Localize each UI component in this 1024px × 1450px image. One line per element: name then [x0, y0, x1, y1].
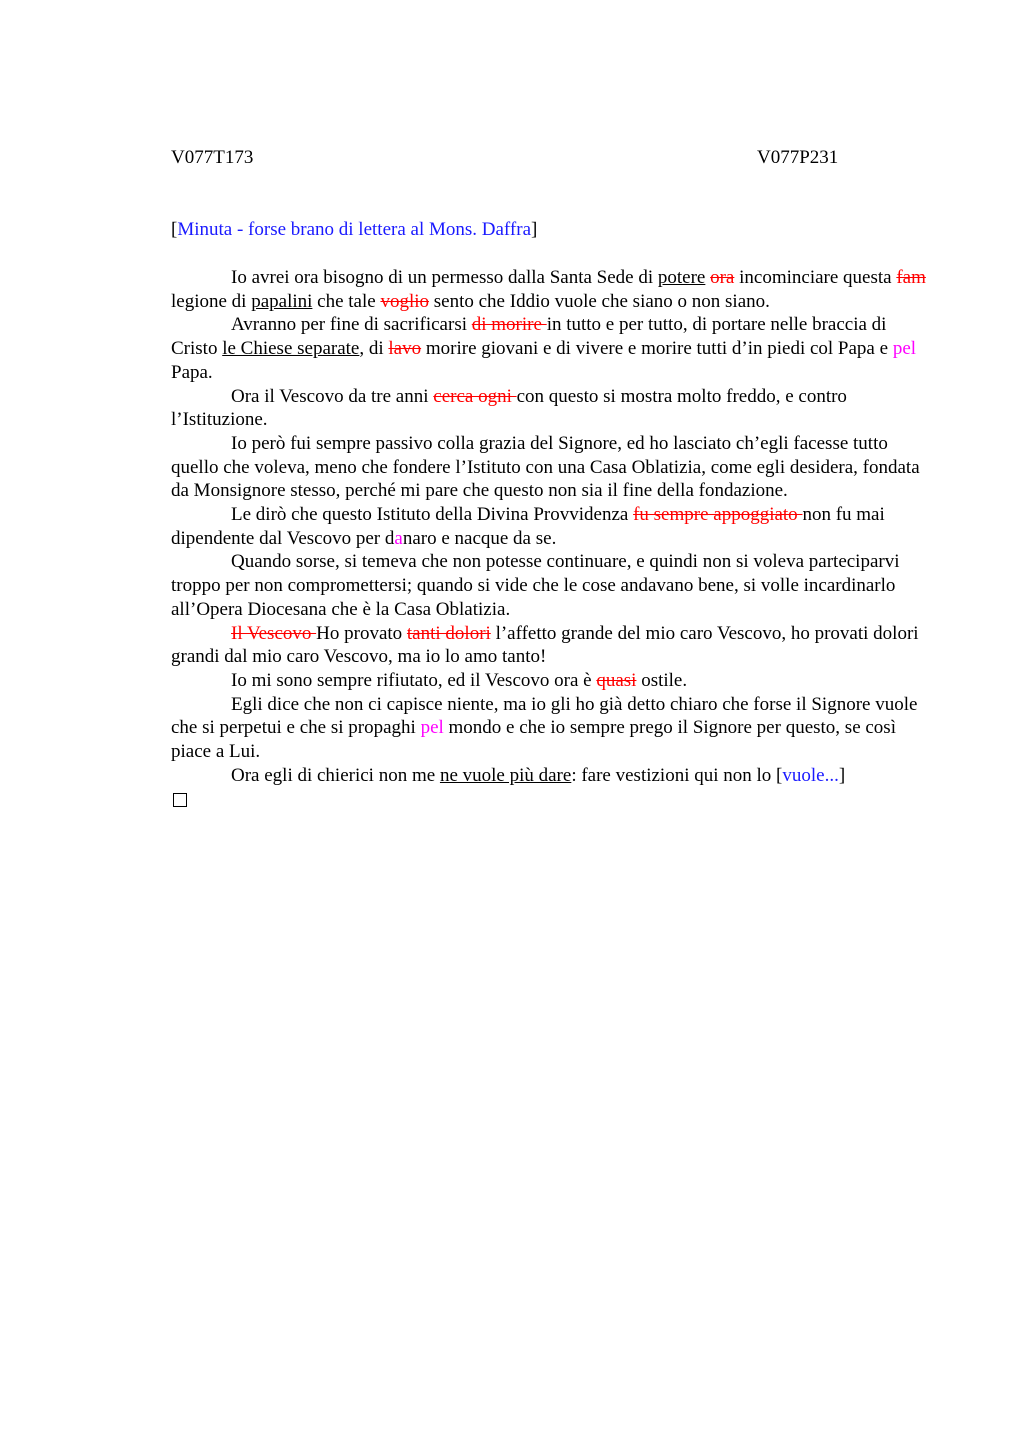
text-run: naro e nacque da se. — [402, 527, 557, 549]
paragraph-8 — [171, 669, 931, 693]
header-left-code: V077T173 — [171, 147, 254, 168]
deleted-text: di morire — [471, 314, 547, 336]
inserted-text: a — [394, 527, 403, 549]
document-page — [171, 146, 931, 807]
text-run: Egli dice che non ci capisce niente, ma io gli ho già detto chiaro che forse il Signore vuole che si perpetui e che si propaghi — [171, 693, 918, 739]
text-run: morire giovani e di vivere e morire tutti d’in piedi col Papa e — [421, 338, 893, 360]
paragraph-1 — [171, 266, 931, 313]
paragraph-10 — [171, 764, 931, 788]
text-run: ostile. — [636, 669, 688, 691]
text-run: Quando sorse, si temeva che non potesse continuare, e quindi non si voleva parteciparvi troppo per non compromettersi; quando si vide che le cose andavano bene, si volle incardinarlo all’Opera Diocesana che è la Casa Oblatizia. — [171, 551, 900, 620]
text-run: Ora egli di chierici non me — [231, 764, 440, 786]
text-run: Papa. — [171, 361, 213, 383]
underlined-text: papalini — [251, 290, 313, 312]
editorial-close-bracket: ] — [838, 764, 846, 786]
deleted-text: tanti dolori — [406, 622, 491, 644]
paragraph-9 — [171, 693, 931, 764]
text-run: : fare vestizioni qui non lo — [571, 764, 777, 786]
text-run: mondo e che io sempre prego il Signore per questo, se così piace a Lui. — [171, 717, 896, 763]
text-run: Ora il Vescovo da tre anni — [231, 385, 434, 407]
document-title — [171, 218, 931, 242]
text-run: non fu mai dipendente dal Vescovo per d — [171, 504, 885, 549]
text-run: , di — [359, 338, 389, 360]
title-text: Minuta - forse brano di lettera al Mons. Daffra — [177, 219, 531, 240]
text-run: Io avrei ora bisogno di un permesso dalla Santa Sede di — [231, 267, 658, 288]
deleted-text: fam — [896, 267, 926, 288]
text-run: legione di — [171, 290, 252, 312]
text-run: sento che Iddio vuole che siano o non siano. — [429, 290, 770, 312]
paragraph-2 — [171, 313, 931, 384]
inserted-text: pel — [420, 717, 444, 739]
underlined-text: ne vuole più dare — [439, 764, 572, 786]
paragraph-3 — [171, 385, 931, 432]
paragraph-7 — [171, 622, 931, 669]
text-run: in tutto e per tutto, di portare nelle braccia di Cristo — [171, 314, 887, 360]
title-close-bracket: ] — [531, 219, 538, 240]
text-run: Le dirò che questo Istituto della Divina Provvidenza — [231, 504, 634, 526]
text-run: Io però fui sempre passivo colla grazia del Signore, ed ho lasciato ch’egli facesse tutto quello che voleva, meno che fondere l’Istituto con una Casa Oblatizia, come egli desidera, fondata da Monsignore stesso, perché mi pare che questo non sia il fine della fondazione. — [171, 432, 920, 502]
text-run: con questo si mostra molto freddo, e contro l’Istituzione. — [171, 385, 847, 431]
deleted-text: quasi — [596, 669, 637, 691]
paragraph-6 — [171, 550, 931, 621]
deleted-text: fu sempre appoggiato — [633, 504, 803, 526]
underlined-text: le Chiese separate — [222, 338, 360, 360]
deleted-text: ora — [710, 267, 735, 288]
text-run: Avranno per fine di sacrificarsi — [231, 314, 472, 336]
paragraph-5 — [171, 503, 931, 550]
text-run: che tale — [312, 290, 381, 312]
text-run: Ho provato — [316, 622, 407, 644]
document-header — [171, 146, 931, 170]
text-run: incominciare questa — [734, 267, 897, 288]
title-open-bracket: [ — [171, 219, 178, 240]
deleted-text: lavo — [388, 338, 422, 360]
inserted-text: pel — [892, 338, 917, 360]
deleted-text: cerca ogni — [433, 385, 517, 407]
document-body — [171, 266, 931, 807]
editorial-open-bracket: [ — [776, 764, 783, 786]
deleted-text: voglio — [380, 290, 430, 312]
text-run: Io mi sono sempre rifiutato, ed il Vescovo ora è — [231, 669, 597, 691]
underlined-text: potere — [657, 267, 706, 288]
editorial-note: vuole... — [782, 764, 839, 786]
header-right-code: V077P231 — [757, 147, 839, 168]
end-of-document-box — [173, 793, 187, 807]
text-run: l’affetto grande del mio caro Vescovo, ho provati dolori grandi dal mio caro Vescovo, ma io lo amo tanto! — [171, 622, 919, 668]
deleted-text: Il Vescovo — [231, 622, 317, 644]
paragraph-4 — [171, 432, 931, 503]
